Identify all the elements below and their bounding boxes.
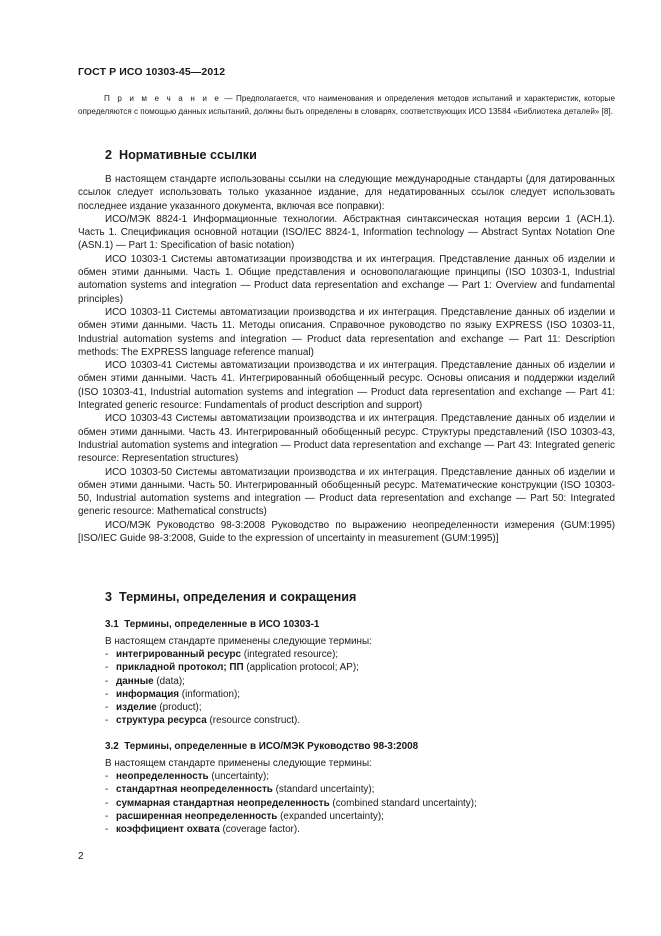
reference-entry: ИСО 10303-11 Системы автоматизации производства и их интеграция. Представление данных об изделии и обмен этими данными. Часть 11. Методы описания. Справочное руководство по языку EXPRESS (ISO 10303-11, Industrial automation systems and integration — Product data representation and exchange — Part 11: Description methods: The EXPRESS language reference manual) <box>78 306 615 358</box>
section-3-number: 3 <box>105 590 113 604</box>
reference-entry: ИСО/МЭК 8824-1 Информационные технологии. Абстрактная синтаксическая нотация версии 1 (АСН.1). Часть 1. Спецификация основной нотации (ISO/IEC 8824-1, Information technology — Abstract Syntax Notation One (ASN.1) — Part 1: Specification of basic notation) <box>78 213 615 252</box>
term: информация <box>116 688 180 700</box>
term: стандартная неопределенность <box>116 784 273 796</box>
term-list <box>105 648 615 727</box>
note-paragraph <box>78 93 615 118</box>
list-item: - информация (information); <box>105 688 240 700</box>
section-2-title: Нормативные ссылки <box>119 148 257 162</box>
list-intro: В настоящем стандарте применены следующие термины: <box>105 758 372 769</box>
list-item: - изделие (product); <box>105 702 202 714</box>
section-2-paragraph: В настоящем стандарте использованы ссылки на следующие международные стандарты (для датированных ссылок следует использовать только указанное издание, для недатированных ссылок следует использовать последнее издание указанного документа, включая все поправки): <box>78 174 615 212</box>
list-item: - стандартная неопределенность (standard uncertainty); <box>105 784 375 796</box>
list-item: - коэффициент охвата (coverage factor). <box>105 824 300 836</box>
page-number: 2 <box>78 851 84 862</box>
list-item: - прикладной протокол; ПП (application protocol; AP); <box>105 662 359 674</box>
list-item: - суммарная стандартная неопределенность (combined standard uncertainty); <box>105 797 477 809</box>
section-2-heading <box>105 148 257 162</box>
reference-entry: ИСО 10303-50 Системы автоматизации производства и их интеграция. Представление данных об изделии и обмен этими данными. Часть 50. Интегрированный обобщенный ресурс. Математические конструкции (ISO 10303-50, Industrial automation systems and integration — Product data representation and exchange — Part 50: Integrated generic resource: Mathematical constructs) <box>78 466 615 518</box>
list-item: - структура ресурса (resource construct). <box>105 715 301 727</box>
note-label: П р и м е ч а н и е <box>104 94 221 103</box>
section-3-title: Термины, определения и сокращения <box>119 590 357 604</box>
subsection-3-2-heading: 3.2 Термины, определенные в ИСО/МЭК Руководство 98-3:2008 <box>105 741 419 752</box>
term: изделие <box>116 702 157 714</box>
section-3-heading <box>105 590 356 604</box>
subsection-3-1-body <box>105 635 615 727</box>
reference-entry: ИСО/МЭК Руководство 98-3:2008 Руководство по выражению неопределенности измерения (GUM:1995) [ISO/IEC Guide 98-3:2008, Guide to the expression of uncertainty in measurement (GUM:1995)] <box>78 519 615 545</box>
subsection-3-1-heading: 3.1 Термины, определенные в ИСО 10303-1 <box>105 619 320 630</box>
list-item: - расширенная неопределенность (expanded uncertainty); <box>105 810 384 822</box>
term: интегрированный ресурс <box>116 649 242 661</box>
term: данные <box>116 675 154 687</box>
list-item: - неопределенность (uncertainty); <box>105 771 269 783</box>
list-item: - интегрированный ресурс (integrated resource); <box>105 649 339 661</box>
list-item: - данные (data); <box>105 675 185 687</box>
term: неопределенность <box>116 771 209 783</box>
note-text: — Предполагается, что наименования и определения методов испытаний и характеристик, которые определяются с помощью данных испытаний, должны быть определены в словарях, соответствующих ИСО 13584 «Библиотека деталей» [8]. <box>78 94 616 116</box>
list-intro: В настоящем стандарте применены следующие термины: <box>105 636 372 647</box>
reference-entry: ИСО 10303-41 Системы автоматизации производства и их интеграция. Представление данных об изделии и обмен этими данными. Часть 41. Интегрированный обобщенный ресурс. Основы описания и поддержки изделий (ISO 10303-41, Industrial automation systems and integration — Product data representation and exchange — Part 41: Integrated generic resource: Fundamentals of product description and support) <box>78 360 615 412</box>
document-header: ГОСТ Р ИСО 10303-45—2012 <box>78 66 226 78</box>
term: коэффициент охвата <box>116 824 220 836</box>
term: прикладной протокол; ПП <box>116 662 244 674</box>
reference-entry: ИСО 10303-1 Системы автоматизации производства и их интеграция. Представление данных об изделии и обмен этими данными. Часть 1. Общие представления и основополагающие принципы (ISO 10303-1, Industrial automation systems and integration — Product data representation and exchange — Part 1: Overview and fundamental principles) <box>78 253 615 305</box>
term: структура ресурса <box>116 715 207 727</box>
term: расширенная неопределенность <box>116 810 278 822</box>
term-list <box>105 770 615 836</box>
subsection-3-2-body <box>105 757 615 836</box>
term: суммарная стандартная неопределенность <box>116 797 330 809</box>
section-2-body <box>78 173 615 545</box>
reference-entry: ИСО 10303-43 Системы автоматизации производства и их интеграция. Представление данных об изделии и обмен этими данными. Часть 43. Интегрированный обобщенный ресурс. Структуры представлений (ISO 10303-43, Industrial automation systems and integration — Product data representation and exchange — Part 43: Integrated generic resource: Representation structures) <box>78 413 615 465</box>
section-2-number: 2 <box>105 148 113 162</box>
